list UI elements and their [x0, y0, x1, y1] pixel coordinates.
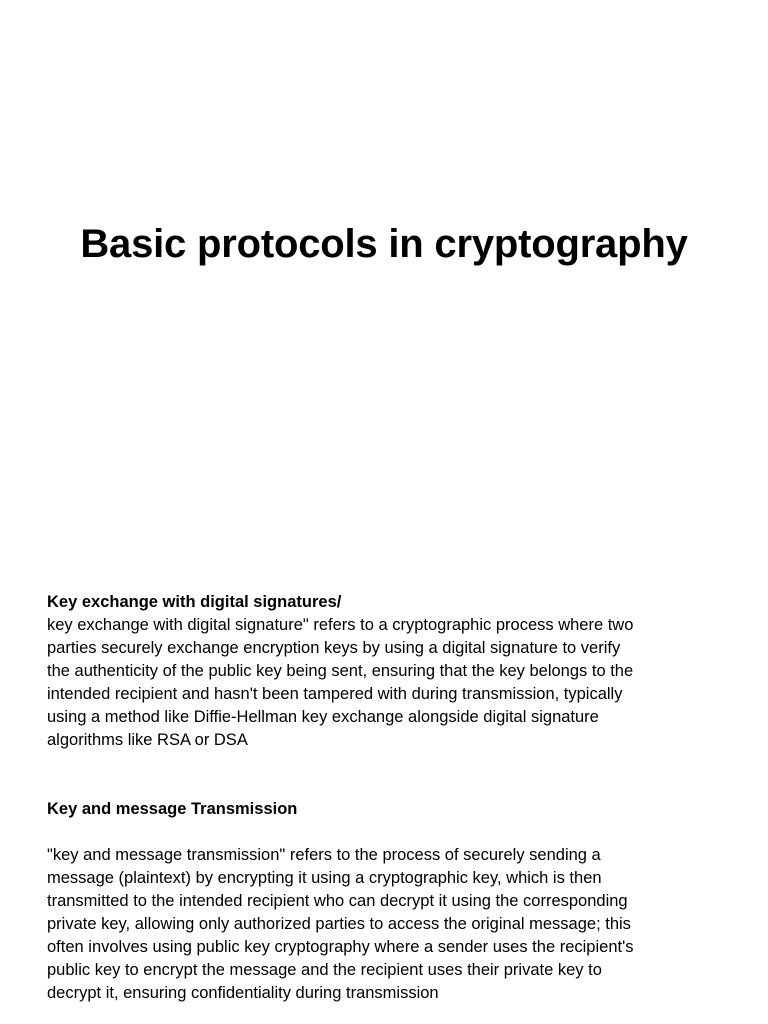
section-key-message-transmission — [47, 798, 647, 1005]
section-body: key exchange with digital signature" refers to a cryptographic process where two parties securely exchange encryption keys by using a digital signature to verify the authenticity of the public key being sent, ensuring that the key belongs to the intended recipient and hasn't been tampered with during transmission, typically using a method like Diffie-Hellman key exchange alongside digital signature algorithms like RSA or DSA — [47, 616, 634, 749]
section-heading: Key and message Transmission — [47, 800, 298, 818]
section-key-exchange — [47, 591, 647, 752]
section-heading: Key exchange with digital signatures/ — [47, 593, 342, 611]
section-body: "key and message transmission" refers to the process of securely sending a message (plaintext) by encrypting it using a cryptographic key, which is then transmitted to the intended recipient who can decrypt it using the corresponding private key, allowing only authorized parties to access the original message; this often involves using public key cryptography where a sender uses the recipient's public key to encrypt the message and the recipient uses their private key to decrypt it, ensuring confidentiality during transmission — [47, 846, 634, 1002]
page-title: Basic protocols in cryptography — [80, 222, 688, 266]
